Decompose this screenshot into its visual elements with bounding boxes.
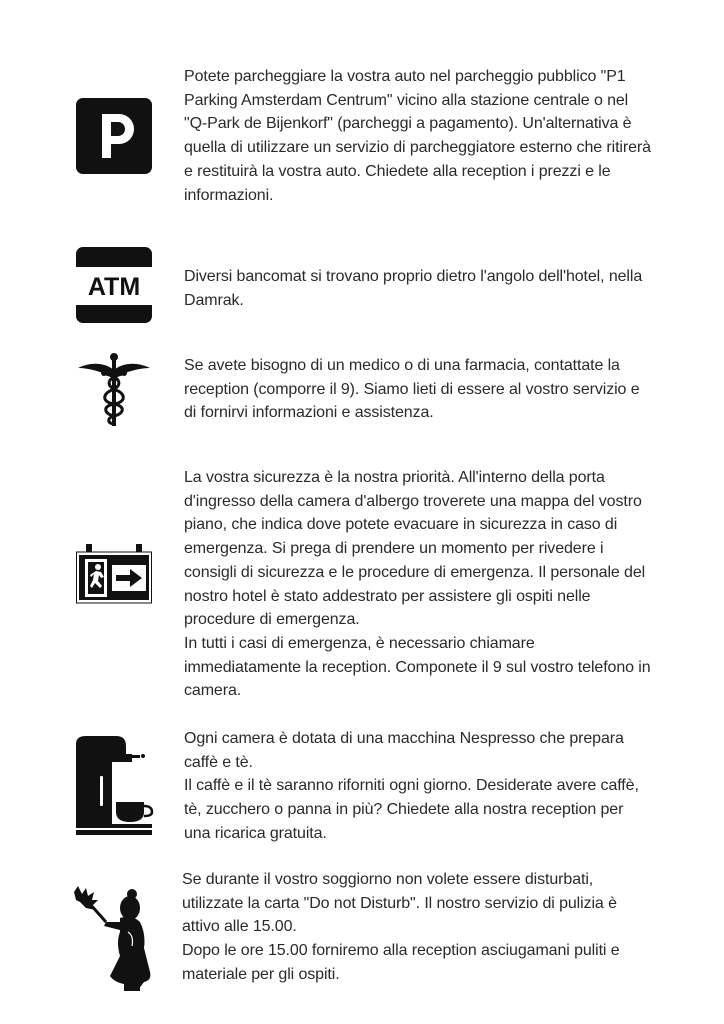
housekeeping-paragraph-1: Se durante il vostro soggiorno non volete essere disturbati, utilizzate la carta "Do not Disturb". Il nostro servizio di pulizia è attivo alle 15.00. <box>182 871 617 936</box>
housekeeping-paragraph-2: Dopo le ore 15.00 forniremo alla reception asciugamani puliti e materiale per gli ospiti. <box>182 942 620 983</box>
coffee-text <box>184 727 654 846</box>
atm-icon <box>76 247 152 323</box>
atm-paragraph: Diversi bancomat si trovano proprio dietro l'angolo dell'hotel, nella Damrak. <box>184 268 643 309</box>
safety-paragraph-1: La vostra sicurezza è la nostra priorità. All'interno della porta d'ingresso della camera d'albergo troverete una mappa del vostro piano, che indica dove potete evacuare in sicurezza in caso di emergenza. Si prega di prendere un momento per rivedere i consigli di sicurezza e le procedure di emergenza. Il personale del nostro hotel è stato addestrato per assistere gli ospiti nelle procedure di emergenza. <box>184 469 646 629</box>
medical-text <box>184 354 654 425</box>
coffee-paragraph-1: Ogni camera è dotata di una macchina Nespresso che prepara caffè e tè. <box>184 730 624 771</box>
parking-paragraph: Potete parcheggiare la vostra auto nel parcheggio pubblico "P1 Parking Amsterdam Centrum" vicino alla stazione centrale o nel "Q-Park de Bijenkorf" (parcheggi a pagamento). Un'alternativa è quella di utilizzare un servizio di parcheggiatore esterno che ritirerà e restituirà la vostra auto. Chiedete alla reception i prezzi e le informazioni. <box>184 68 651 204</box>
safety-text <box>184 466 654 703</box>
coffee-machine-icon <box>76 736 154 836</box>
housekeeping-text <box>182 868 652 987</box>
atm-text <box>184 265 654 312</box>
coffee-paragraph-2: Il caffè e il tè saranno riforniti ogni giorno. Desiderate avere caffè, tè, zucchero o panna in più? Chiedete alla nostra reception per una ricarica gratuita. <box>184 777 639 842</box>
caduceus-icon <box>76 352 152 428</box>
emergency-exit-icon <box>76 544 152 604</box>
safety-paragraph-2: In tutti i casi di emergenza, è necessario chiamare immediatamente la reception. Componete il 9 sul vostro telefono in camera. <box>184 634 651 700</box>
housekeeping-icon <box>72 886 154 992</box>
parking-icon <box>76 98 152 174</box>
parking-text <box>184 65 654 207</box>
medical-paragraph: Se avete bisogno di un medico o di una farmacia, contattate la reception (comporre il 9). Siamo lieti di essere al vostro servizio e di fornirvi informazioni e assistenza. <box>184 357 640 422</box>
atm-icon-label: ATM <box>87 273 141 301</box>
